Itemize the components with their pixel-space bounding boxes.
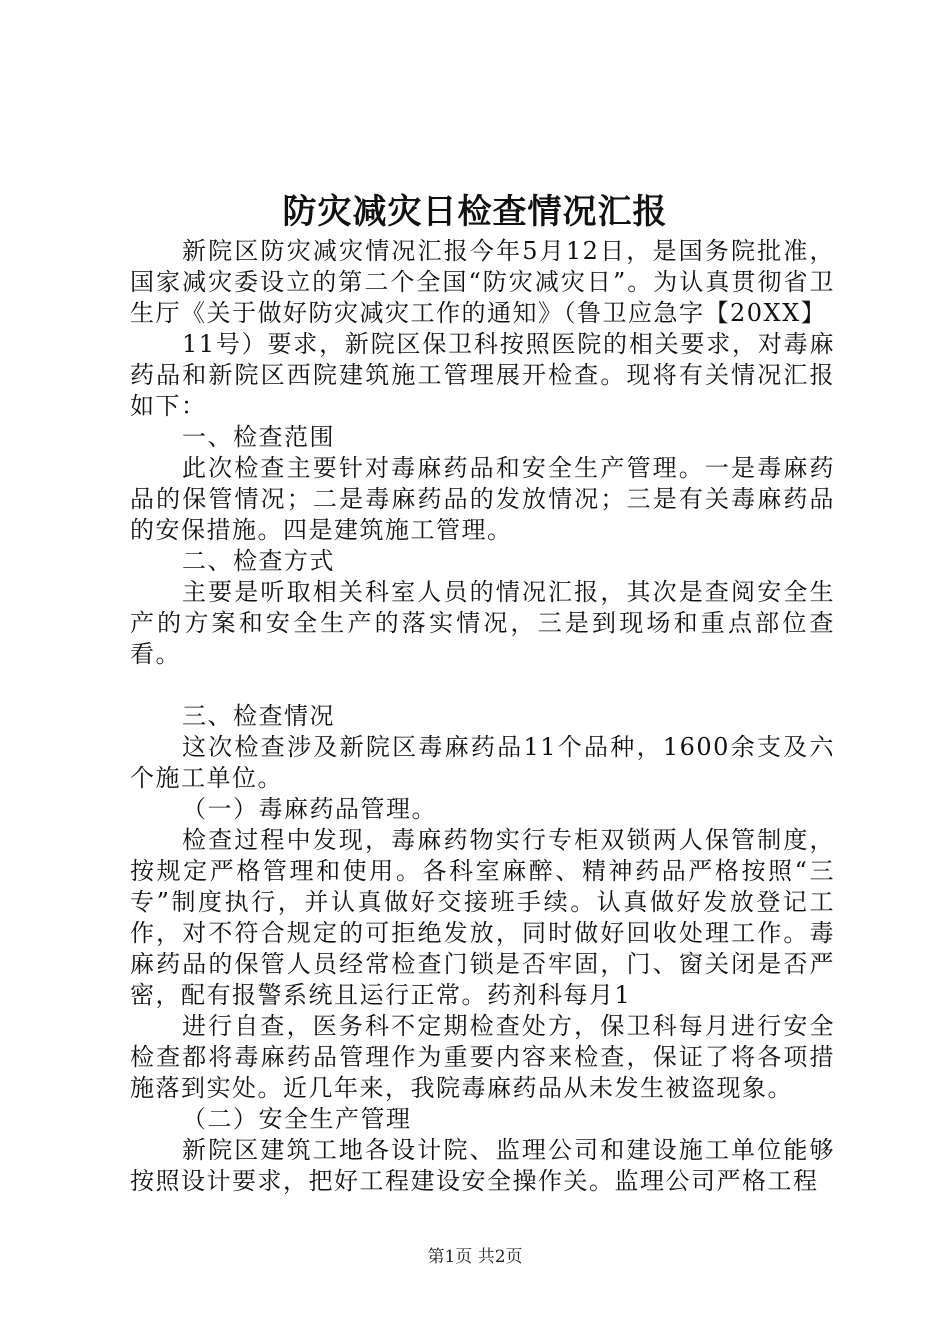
paragraph-safety: 新院区建筑工地各设计院、监理公司和建设施工单位能够按照设计要求，把好工程建设安全操作关。监理公司严格工程 [130,1136,835,1195]
paragraph-intro: 新院区防灾减灾情况汇报今年5月12日，是国务院批准，国家减灾委设立的第二个全国“防灾减灾日”。为认真贯彻省卫生厅《关于做好防灾减灾工作的通知》（鲁卫应急字【20XX】 [130,237,835,327]
paragraph-scope: 此次检查主要针对毒麻药品和安全生产管理。一是毒麻药品的保管情况；二是毒麻药品的发放情况；三是有关毒麻药品的安保措施。四是建筑施工管理。 [130,454,835,544]
paragraph-findings: 这次检查涉及新院区毒麻药品11个品种，1600余支及六个施工单位。 [130,733,835,792]
paragraph-spacer [130,670,835,701]
paragraph-drugs-continued: 进行自查，医务科不定期检查处方，保卫科每月进行安全检查都将毒麻药品管理作为重要内容来检查，保证了将各项措施落到实处。近几年来，我院毒麻药品从未发生被盗现象。 [130,1012,835,1102]
subsection-heading-drugs: （一）毒麻药品管理。 [182,795,437,823]
document-body [130,236,835,1197]
paragraph-intro-continued: 11号）要求，新院区保卫科按照医院的相关要求，对毒麻药品和新院区西院建筑施工管理展开检查。现将有关情况汇报如下： [130,330,835,420]
page-number: 第1页 共2页 [427,1247,523,1267]
section-heading-findings: 三、检查情况 [182,702,335,730]
paragraph-drugs: 检查过程中发现，毒麻药物实行专柜双锁两人保管制度，按规定严格管理和使用。各科室麻醉、精神药品严格按照“三专”制度执行，并认真做好交接班手续。认真做好发放登记工作，对不符合规定的可拒绝发放，同时做好回收处理工作。毒麻药品的保管人员经常检查门锁是否牢固，门、窗关闭是否严密，配有报警系统且运行正常。药剂科每月1 [130,826,835,1009]
document-title: 防灾减灾日检查情况汇报 [282,192,668,232]
paragraph-method: 主要是听取相关科室人员的情况汇报，其次是查阅安全生产的方案和安全生产的落实情况，三是到现场和重点部位查看。 [130,578,835,668]
section-heading-scope: 一、检查范围 [182,423,335,451]
section-heading-method: 二、检查方式 [182,547,335,575]
subsection-heading-safety: （二）安全生产管理 [182,1105,412,1133]
